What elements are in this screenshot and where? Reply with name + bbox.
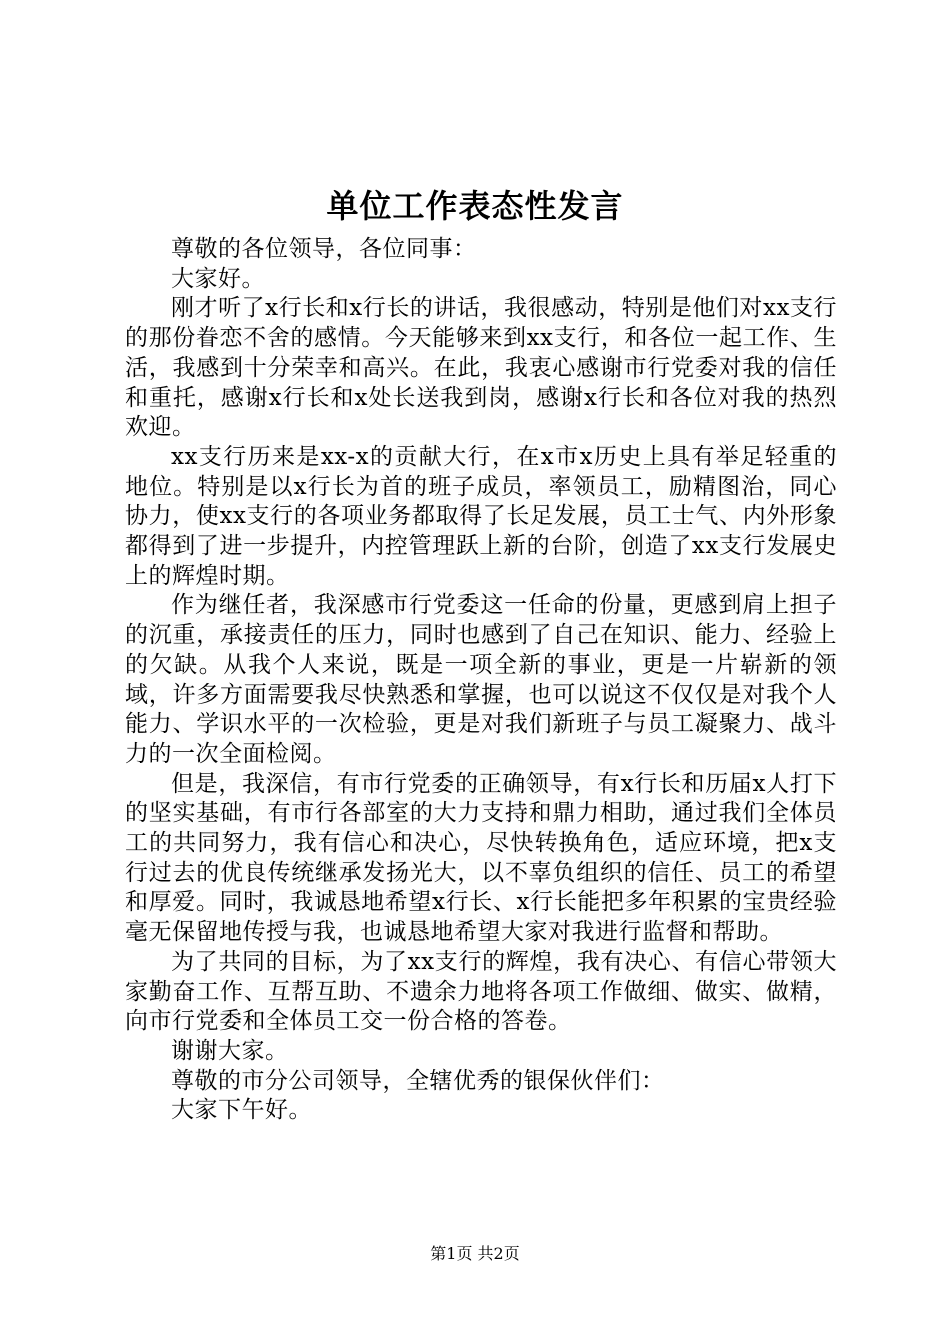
closing-paragraph: 谢谢大家。: [171, 1037, 289, 1064]
salutation-paragraph: 尊敬的市分公司领导，全辖优秀的银保伙伴们：: [171, 1067, 665, 1094]
salutation-paragraph: 尊敬的各位领导，各位同事：: [171, 236, 477, 262]
body-paragraph: 作为继任者，我深感市行党委这一任命的份量，更感到肩上担子的沉重，承接责任的压力，同时也感到了自己在知识、能力、经验上的欠缺。从我个人来说，既是一项全新的事业，更是一片崭新的领域，许多方面需要我尽快熟悉和掌握，也可以说这不仅仅是对我个人能力、学识水平的一次检验，更是对我们新班子与员工凝聚力、战斗力的一次全面检阅。: [125, 592, 837, 767]
document-body: [125, 235, 837, 1126]
body-paragraph: 但是，我深信，有市行党委的正确领导，有x行长和历届x人打下的坚实基础，有市行各部室的大力支持和鼎力相助，通过我们全体员工的共同努力，我有信心和决心，尽快转换角色，适应环境，把x支行过去的优良传统继承发扬光大，以不辜负组织的信任、员工的希望和厚爱。同时，我诚恳地希望x行长、x行长能把多年积累的宝贵经验毫无保留地传授与我，也诚恳地希望大家对我进行监督和帮助。: [125, 770, 837, 946]
greeting-paragraph: 大家好。: [171, 265, 265, 292]
body-paragraph: xx支行历来是xx-x的贡献大行，在x市x历史上具有举足轻重的地位。特别是以x行长为首的班子成员，率领员工，励精图治，同心协力，使xx支行的各项业务都取得了长足发展，员工士气、内外形象都得到了进一步提升，内控管理跃上新的台阶，创造了xx支行发展史上的辉煌时期。: [125, 443, 837, 589]
body-paragraph: 为了共同的目标，为了xx支行的辉煌，我有决心、有信心带领大家勤奋工作、互帮互助、不遗余力地将各项工作做细、做实、做精，向市行党委和全体员工交一份合格的答卷。: [125, 948, 837, 1035]
greeting-paragraph: 大家下午好。: [171, 1097, 312, 1124]
document-title: 单位工作表态性发言: [326, 187, 624, 225]
page-number-footer: 第1页 共2页: [430, 1244, 520, 1263]
body-paragraph: 刚才听了x行长和x行长的讲话，我很感动，特别是他们对xx支行的那份眷恋不舍的感情。今天能够来到xx支行，和各位一起工作、生活，我感到十分荣幸和高兴。在此，我衷心感谢市行党委对我的信任和重托，感谢x行长和x处长送我到岗，感谢x行长和各位对我的热烈欢迎。: [125, 295, 837, 441]
